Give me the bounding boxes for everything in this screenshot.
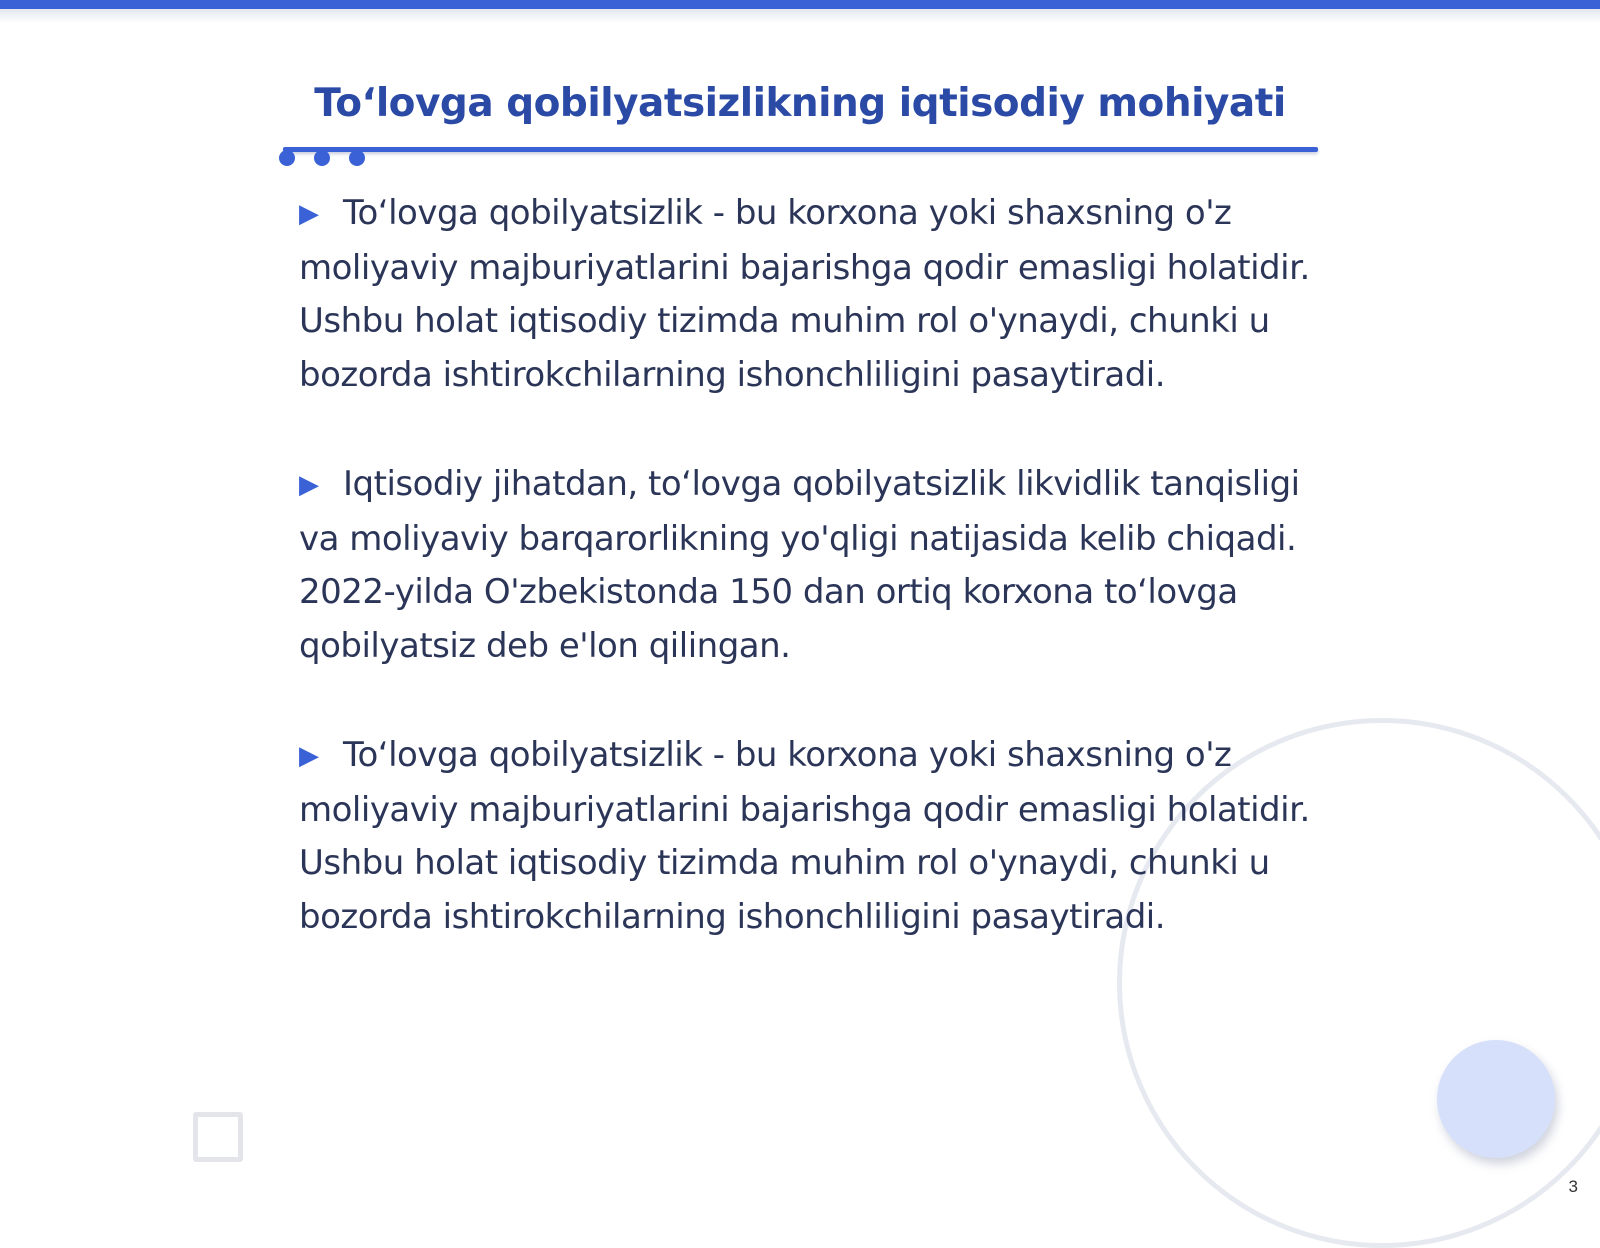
title-dot-2 (314, 150, 330, 166)
bullet-item (299, 458, 1319, 673)
top-accent-bar (0, 0, 1600, 9)
title-underline (283, 147, 1318, 152)
top-bar-shadow (0, 9, 1600, 23)
bullet-text: To‘lovga qobilyatsizlik - bu korxona yoki shaxsning o'z moliyaviy majburiyatlarini bajarishga qodir emasligi holatidir. Ushbu holat iqtisodiy tizimda muhim rol o'ynaydi, chunki u bozorda ishtirokchilarning ishonchliligini pasaytiradi. (299, 735, 1310, 937)
triangle-right-icon: ▶ (299, 741, 319, 771)
bullet-list (299, 187, 1319, 1000)
bullet-item (299, 187, 1319, 402)
triangle-right-icon: ▶ (299, 470, 319, 500)
bullet-text: Iqtisodiy jihatdan, to‘lovga qobilyatsizlik likvidlik tanqisligi va moliyaviy barqarorlikning yo'qligi natijasida kelib chiqadi. 2022-yilda O'zbekistonda 150 dan ortiq korxona to‘lovga qobilyatsiz deb e'lon qilingan. (299, 464, 1300, 666)
page-number: 3 (1568, 1177, 1578, 1196)
slide-title: To‘lovga qobilyatsizlikning iqtisodiy mohiyati (314, 81, 1286, 126)
decorative-square (193, 1112, 243, 1162)
decorative-disc (1437, 1040, 1555, 1158)
bullet-item (299, 729, 1319, 944)
triangle-right-icon: ▶ (299, 199, 319, 229)
title-dot-1 (279, 150, 295, 166)
title-dot-3 (349, 150, 365, 166)
bullet-text: To‘lovga qobilyatsizlik - bu korxona yoki shaxsning o'z moliyaviy majburiyatlarini bajarishga qodir emasligi holatidir. Ushbu holat iqtisodiy tizimda muhim rol o'ynaydi, chunki u bozorda ishtirokchilarning ishonchliligini pasaytiradi. (299, 193, 1310, 395)
